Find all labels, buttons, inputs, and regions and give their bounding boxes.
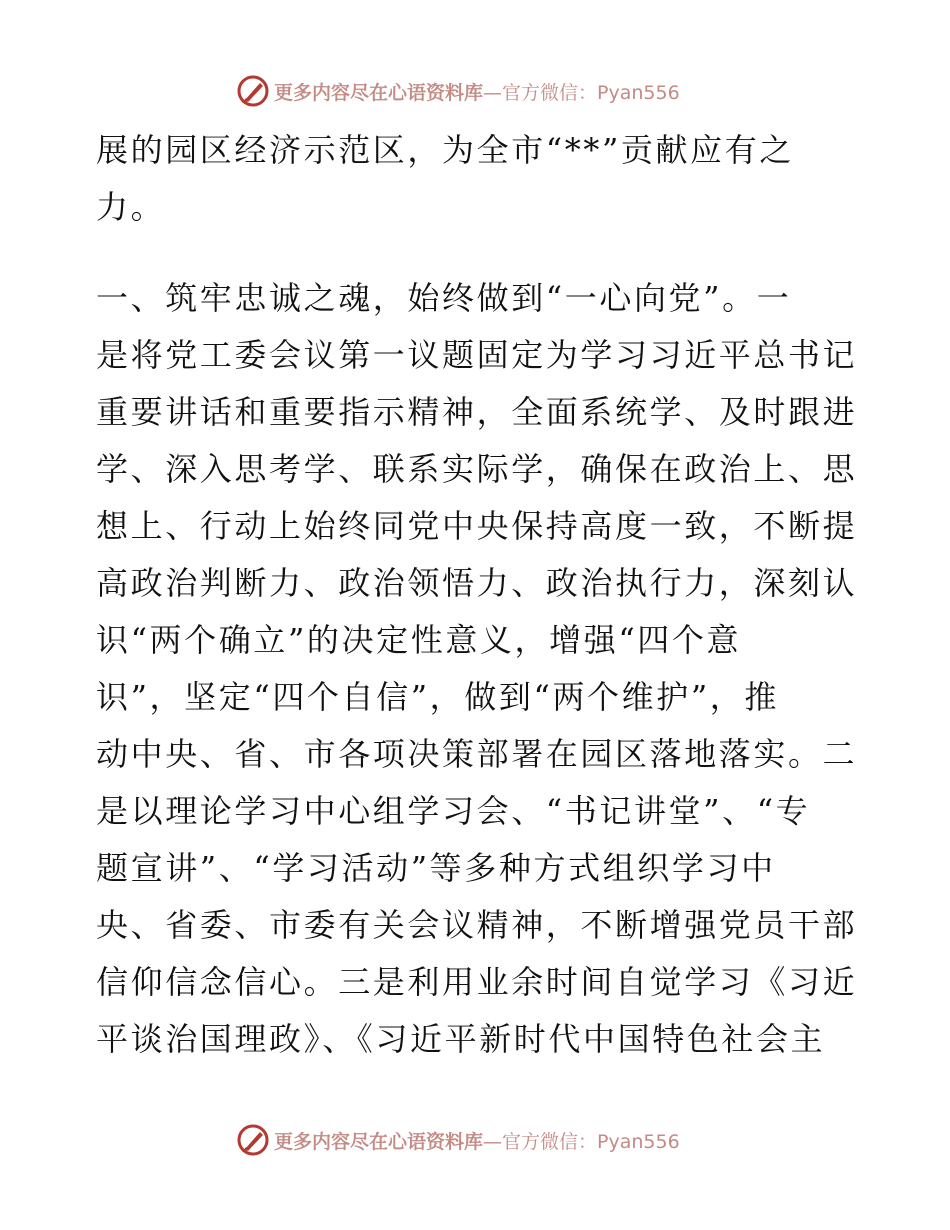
text-line: 想上、行动上始终同党中央保持高度一致，不断提 <box>96 507 858 545</box>
watermark-contact-text: —官方微信：Pyan556 <box>483 1130 680 1153</box>
text-line: 高政治判断力、政治领悟力、政治执行力，深刻认 <box>96 564 858 602</box>
text-line: 识“两个确立”的决定性意义，增强“四个意 <box>96 621 742 659</box>
document-body <box>96 122 856 1068</box>
watermark-contact-text: —官方微信：Pyan556 <box>483 81 680 104</box>
text-line: 重要讲话和重要指示精神，全面系统学、及时跟进 <box>96 393 858 431</box>
text-line: 力。 <box>96 188 166 226</box>
text-line: 平谈治国理政》、《习近平新时代中国特色社会主 <box>96 1020 826 1058</box>
footer-watermark <box>236 1122 680 1158</box>
text-line: 是以理论学习中心组学习会、“书记讲堂”、“专 <box>96 792 811 830</box>
watermark-main-text: 更多内容尽在心语资料库 <box>274 1130 484 1153</box>
text-line: 学、深入思考学、联系实际学，确保在政治上、思 <box>96 450 858 488</box>
text-line: 展的园区经济示范区，为全市“**”贡献应有之 <box>96 131 794 169</box>
paragraph <box>96 270 856 1068</box>
text-line: 央、省委、市委有关会议精神，不断增强党员干部 <box>96 906 858 944</box>
text-line: 是将党工委会议第一议题固定为学习习近平总书记 <box>96 336 858 374</box>
text-line: 信仰信念信心。三是利用业余时间自觉学习《习近 <box>96 963 858 1001</box>
text-line: 题宣讲”、“学习活动”等多种方式组织学习中 <box>96 849 776 887</box>
watermark-main-text: 更多内容尽在心语资料库 <box>274 81 484 104</box>
header-watermark <box>236 73 680 109</box>
paragraph <box>96 122 856 236</box>
text-line: 动中央、省、市各项决策部署在园区落地落实。二 <box>96 735 858 773</box>
quill-pen-logo-icon <box>236 74 270 108</box>
quill-pen-logo-icon <box>236 1123 270 1157</box>
text-line: 一、筑牢忠诚之魂，始终做到“一心向党”。一 <box>96 279 792 317</box>
text-line: 识”，坚定“四个自信”，做到“两个维护”，推 <box>96 678 779 716</box>
